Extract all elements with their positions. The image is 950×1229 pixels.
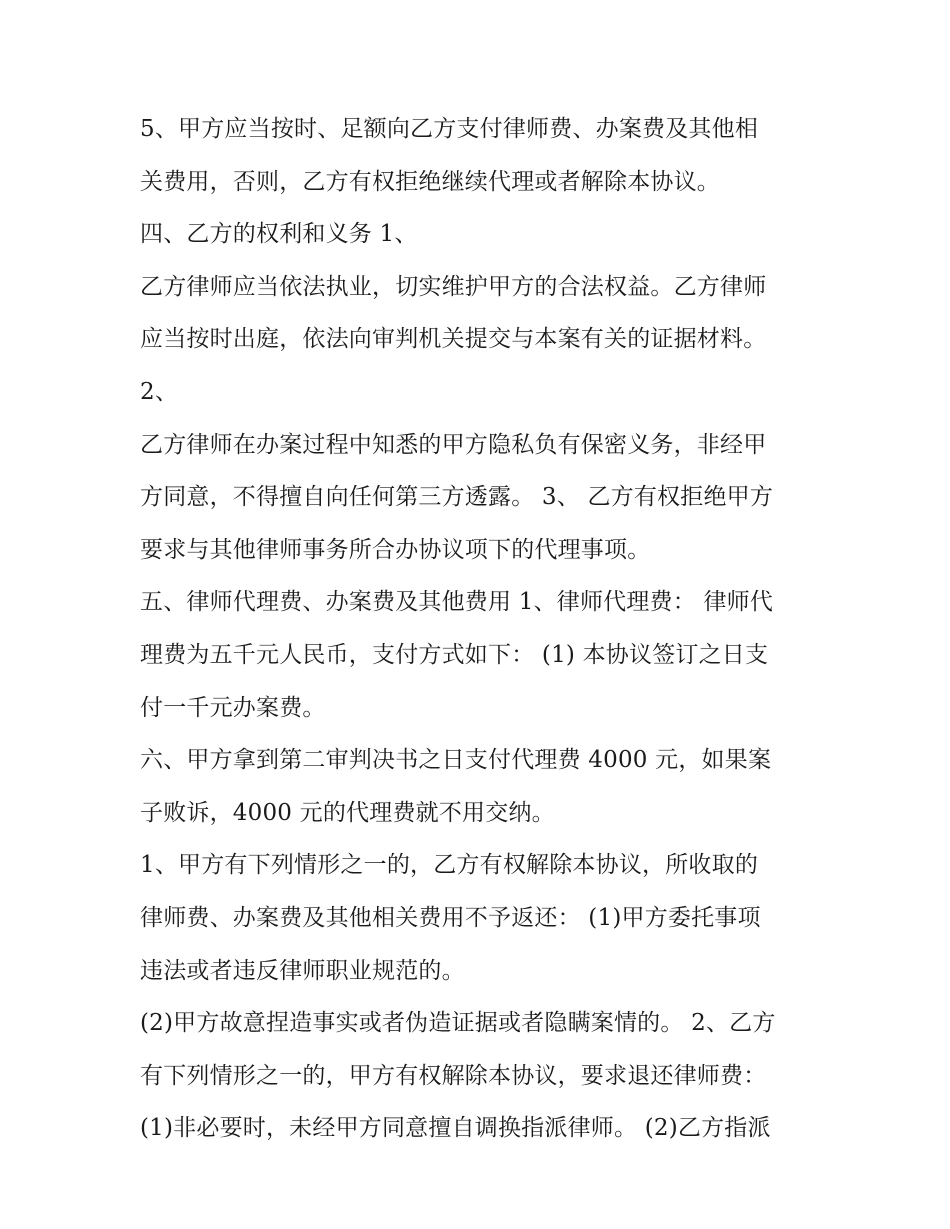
text-line: 乙方律师在办案过程中知悉的甲方隐私负有保密义务，非经甲 <box>140 431 767 458</box>
text-line: 关费用，否则，乙方有权拒绝继续代理或者解除本协议。 <box>140 168 720 195</box>
text-line: 应当按时出庭，依法向审判机关提交与本案有关的证据材料。 <box>140 326 767 353</box>
text-line: 1、甲方有下列情形之一的，乙方有权解除本协议，所收取的 <box>140 852 759 879</box>
text-line: 四、乙方的权利和义务 1、 <box>140 221 418 248</box>
text-line: 律师费、办案费及其他相关费用不予返还： (1)甲方委托事项 <box>140 904 761 931</box>
text-line: 乙方律师应当依法执业，切实维护甲方的合法权益。乙方律师 <box>140 273 767 300</box>
text-line: 方同意，不得擅自向任何第三方透露。 3、 乙方有权拒绝甲方 <box>140 484 774 511</box>
text-line: (1)非必要时，未经甲方同意擅自调换指派律师。 (2)乙方指派 <box>140 1115 771 1142</box>
text-line: 理费为五千元人民币，支付方式如下： (1) 本协议签订之日支 <box>140 641 769 668</box>
text-line: 子败诉，4000 元的代理费就不用交纳。 <box>140 799 555 826</box>
text-line: 五、律师代理费、办案费及其他费用 1、律师代理费： 律师代 <box>140 589 774 616</box>
text-line: 有下列情形之一的，甲方有权解除本协议，要求退还律师费： <box>140 1062 767 1089</box>
text-line: 5、甲方应当按时、足额向乙方支付律师费、办案费及其他相 <box>140 116 759 142</box>
text-line: 违法或者违反律师职业规范的。 <box>140 957 465 984</box>
text-line: 六、甲方拿到第二审判决书之日支付代理费 4000 元，如果案 <box>140 747 772 774</box>
text-line: 要求与其他律师事务所合办协议项下的代理事项。 <box>140 536 651 563</box>
text-line: 付一千元办案费。 <box>140 694 326 721</box>
text-line: (2)甲方故意捏造事实或者伪造证据或者隐瞒案情的。 2、乙方 <box>140 1010 776 1037</box>
text-line: 2、 <box>140 378 179 405</box>
document-body <box>140 103 820 1155</box>
